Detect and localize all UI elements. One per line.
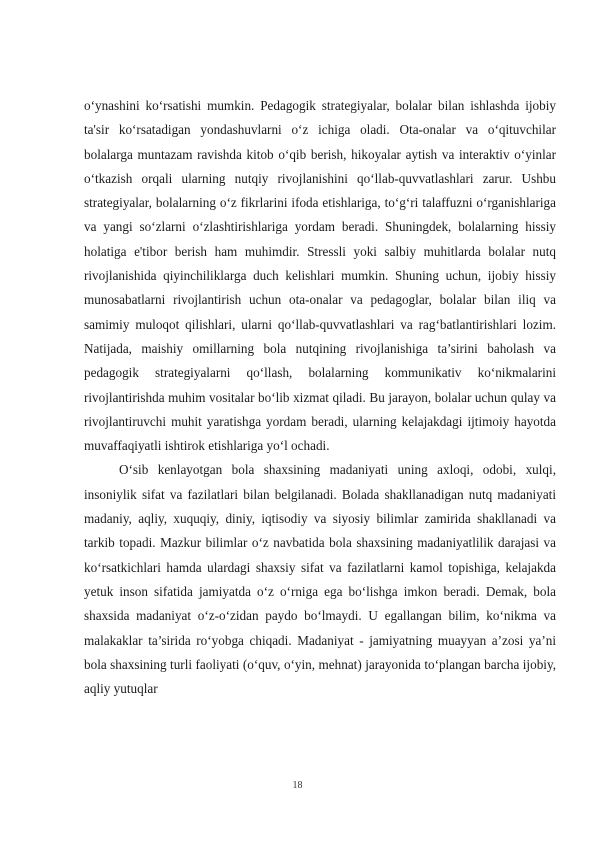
body-text <box>84 94 556 701</box>
paragraph-culture: O‘sib kenlayotgan bola shaxsining madaniyati uning axloqi, odobi, xulqi, insoniylik sifat va fazilatlari bilan belgilanadi. Bolada shakllanadigan nutq madaniyati madaniy, aqliy, xuquqiy, diniy, iqtisodiy va siyosiy bilimlar zamirida shakllanadi va tarkib topadi. Mazkur bilimlar o‘z navbatida bola shaxsining madaniyatlilik darajasi va ko‘rsatkichlari hamda ulardagi shaxsiy sifat va fazilatlarni kamol topishiga, kelajakda yetuk inson sifatida jamiyatda o‘z o‘rniga ega bo‘lishga imkon beradi. Demak, bola shaxsida madaniyat o‘z-o‘zidan paydo bo‘lmaydi. U egallangan bilim, ko‘nikma va malakaklar ta’sirida ro‘yobga chiqadi. Madaniyat - jamiyatning muayyan a’zosi ya’ni bola shaxsining turli faoliyati (o‘quv, o‘yin, mehnat) jarayonida to‘plangan barcha ijobiy, aqliy yutuqlar <box>84 462 556 697</box>
paragraph-continued: o‘ynashini ko‘rsatishi mumkin. Pedagogik strategiyalar, bolalar bilan ishlashda ijobiy ta'sir ko‘rsatadigan yondashuvlarni o‘z ichiga oladi. Ota-onalar va o‘qituvchilar bolalarga muntazam ravishda kitob o‘qib berish, hikoyalar aytish va interaktiv o‘yinlar o‘tkazish orqali ularning nutqiy rivojlanishini qo‘llab-quvvatlashlari zarur. Ushbu strategiyalar, bolalarning o‘z fikrlarini ifoda etishlariga, to‘g‘ri talaffuzni o‘rganishlariga va yangi so‘zlarni o‘zlashtirishlariga yordam beradi. Shuningdek, bolalarning hissiy holatiga e'tibor berish ham muhimdir. Stressli yoki salbiy muhitlarda bolalar nutq rivojlanishida qiyinchiliklarga duch kelishlari mumkin. Shuning uchun, ijobiy hissiy munosabatlarni rivojlantirish uchun ota-onalar va pedagoglar, bolalar bilan iliq va samimiy muloqot qilishlari, ularni qo‘llab-quvvatlashlari va rag‘batlantirishlari lozim. Natijada, maishiy omillarning bola nutqining rivojlanishiga ta’sirini baholash va pedagogik strategiyalarni qo‘llash, bolalarning kommunikativ ko‘nikmalarini rivojlantirishda muhim vositalar bo‘lib xizmat qiladi. Bu jarayon, bolalar uchun qulay va rivojlantiruvchi muhit yaratishga yordam beradi, ularning kelajakdagi ijtimoiy hayotda muvaffaqiyatli ishtirok etishlariga yo‘l ochadi. <box>84 98 556 454</box>
page-number: 18 <box>292 780 303 791</box>
